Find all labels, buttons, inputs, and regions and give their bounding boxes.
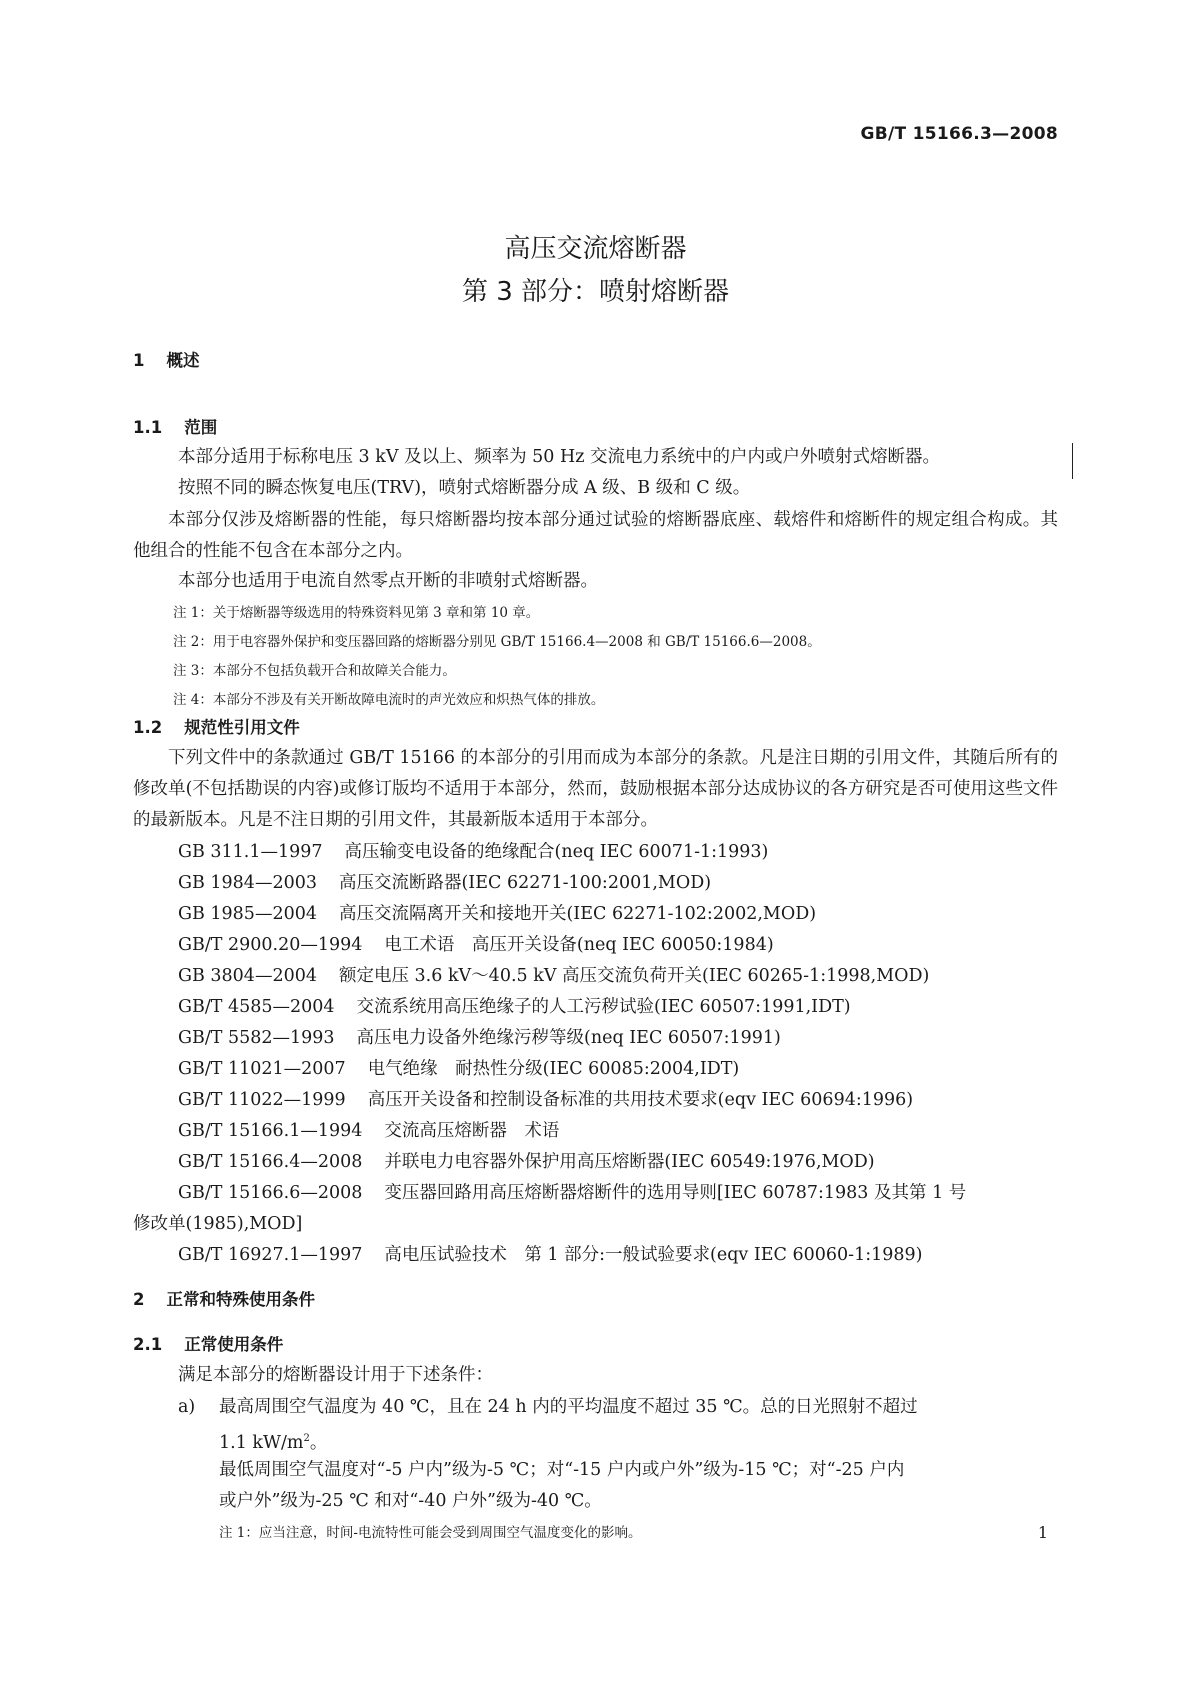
reference-item — [178, 838, 768, 863]
section-1-2-heading — [133, 713, 300, 742]
document-title-line1: 高压交流熔断器 — [504, 234, 687, 264]
section-title: 概述 — [166, 351, 200, 370]
conditions-intro: 满足本部分的熔断器设计用于下述条件： — [178, 1365, 493, 1385]
reference-title: 并联电力电容器外保护用高压熔断器(IEC 60549:1976,MOD) — [384, 1152, 875, 1172]
reference-title: 高电压试验技术 第 1 部分:一般试验要求(eqv IEC 60060-1:1989) — [384, 1245, 923, 1265]
reference-item — [178, 1117, 559, 1142]
reference-code: GB/T 11022—1999 — [178, 1090, 346, 1110]
reference-title: 高压开关设备和控制设备标准的共用技术要求(eqv IEC 60694:1996) — [367, 1090, 914, 1110]
section-1-1-heading — [133, 413, 217, 442]
section-2-heading — [133, 1285, 315, 1314]
reference-code: GB 1985—2004 — [178, 904, 317, 924]
condition-a-value: 1.1 kW/m — [219, 1432, 304, 1453]
section-2-1-heading — [133, 1330, 283, 1359]
section-title: 正常和特殊使用条件 — [166, 1290, 315, 1309]
page-number: 1 — [1037, 1523, 1048, 1542]
reference-title: 电工术语 高压开关设备(neq IEC 60050:1984) — [384, 935, 774, 955]
scope-note-1: 注 1：关于熔断器等级选用的特殊资料见第 3 章和第 10 章。 — [173, 605, 540, 621]
reference-item — [178, 1179, 966, 1204]
reference-code: GB/T 4585—2004 — [178, 997, 335, 1017]
scope-paragraph-4: 本部分也适用于电流自然零点开断的非喷射式熔断器。 — [178, 571, 598, 591]
reference-item-continuation — [133, 1210, 302, 1235]
reference-code: GB/T 15166.6—2008 — [178, 1183, 363, 1203]
section-1-heading — [133, 346, 199, 375]
scope-note-3: 注 3：本部分不包括负载开合和故障关合能力。 — [173, 663, 456, 679]
section-number: 2.1 — [133, 1335, 163, 1354]
reference-item — [178, 1086, 913, 1111]
reference-item — [178, 1241, 922, 1266]
condition-a-line-3: 最低周围空气温度对“-5 户内”级为-5 ℃；对“-15 户内或户外”级为-15 ℃；对“-25 户内 — [219, 1460, 905, 1480]
document-title-line2: 第 3 部分：喷射熔断器 — [461, 277, 730, 307]
section-title: 规范性引用文件 — [184, 718, 300, 737]
section-title: 正常使用条件 — [184, 1335, 284, 1354]
condition-a-end: 。 — [309, 1432, 328, 1453]
revision-bar — [1072, 443, 1073, 479]
condition-a-line-1: 最高周围空气温度为 40 ℃，且在 24 h 内的平均温度不超过 35 ℃。总的日光照射不超过 — [219, 1397, 918, 1417]
section-title: 范围 — [184, 418, 218, 437]
reference-title: 交流系统用高压绝缘子的人工污秽试验(IEC 60507:1991,IDT) — [356, 997, 851, 1017]
reference-title: 交流高压熔断器 术语 — [384, 1121, 560, 1141]
reference-code: GB/T 11021—2007 — [178, 1059, 346, 1079]
reference-item — [178, 869, 711, 894]
reference-code: GB/T 15166.4—2008 — [178, 1152, 363, 1172]
section-number: 2 — [133, 1290, 145, 1309]
section-number: 1.1 — [133, 418, 163, 437]
scope-paragraph-3: 本部分仅涉及熔断器的性能，每只熔断器均按本部分通过试验的熔断器底座、载熔件和熔断件的规定组合构成。其他组合的性能不包含在本部分之内。 — [133, 510, 1058, 561]
scope-paragraph-2: 按照不同的瞬态恢复电压(TRV)，喷射式熔断器分成 A 级、B 级和 C 级。 — [178, 478, 751, 498]
reference-title: 电气绝缘 耐热性分级(IEC 60085:2004,IDT) — [367, 1059, 740, 1079]
reference-code: GB 3804—2004 — [178, 966, 317, 986]
reference-code: GB 1984—2003 — [178, 873, 317, 893]
section-number: 1.2 — [133, 718, 163, 737]
reference-item — [178, 900, 816, 925]
reference-item — [178, 962, 929, 987]
superscript: 2 — [303, 1433, 310, 1444]
section-number: 1 — [133, 351, 145, 370]
reference-item — [178, 1024, 781, 1049]
normative-intro: 下列文件中的条款通过 GB/T 15166 的本部分的引用而成为本部分的条款。凡是注日期的引用文件，其随后所有的修改单(不包括勘误的内容)或修订版均不适用于本部分，然而，鼓励根据本部分达成协议的各方研究是否可使用这些文件的最新版本。凡是不注日期的引用文件，其最新版本适用于本部分。 — [133, 748, 1058, 830]
scope-note-4: 注 4：本部分不涉及有关开断故障电流时的声光效应和炽热气体的排放。 — [173, 692, 605, 708]
reference-title: 高压交流隔离开关和接地开关(IEC 62271-102:2002,MOD) — [338, 904, 817, 924]
reference-item — [178, 993, 851, 1018]
reference-title: 变压器回路用高压熔断器熔断件的选用导则[IEC 60787:1983 及其第 1 号 — [384, 1183, 967, 1203]
reference-title: 高压电力设备外绝缘污秽等级(neq IEC 60507:1991) — [356, 1028, 781, 1048]
reference-title: 修改单(1985),MOD] — [133, 1214, 303, 1234]
scope-note-2: 注 2：用于电容器外保护和变压器回路的熔断器分别见 GB/T 15166.4—2008 和 GB/T 15166.6—2008。 — [173, 634, 821, 650]
reference-item — [178, 931, 774, 956]
reference-title: 额定电压 3.6 kV～40.5 kV 高压交流负荷开关(IEC 60265-1:1998,MOD) — [338, 966, 930, 986]
scope-paragraph-1: 本部分适用于标称电压 3 kV 及以上、频率为 50 Hz 交流电力系统中的户内或户外喷射式熔断器。 — [178, 447, 940, 467]
reference-title: 高压输变电设备的绝缘配合(neq IEC 60071-1:1993) — [344, 842, 769, 862]
reference-code: GB/T 5582—1993 — [178, 1028, 335, 1048]
standard-code: GB/T 15166.3—2008 — [860, 124, 1058, 144]
condition-a-note: 注 1：应当注意，时间-电流特性可能会受到周围空气温度变化的影响。 — [219, 1525, 642, 1541]
condition-a-line-4: 或户外”级为-25 ℃ 和对“-40 户外”级为-40 ℃。 — [219, 1491, 602, 1511]
reference-item — [178, 1055, 739, 1080]
condition-a-line-2 — [219, 1424, 327, 1458]
reference-code: GB/T 2900.20—1994 — [178, 935, 363, 955]
reference-code: GB/T 15166.1—1994 — [178, 1121, 363, 1141]
reference-title: 高压交流断路器(IEC 62271-100:2001,MOD) — [338, 873, 712, 893]
reference-code: GB 311.1—1997 — [178, 842, 323, 862]
reference-code: GB/T 16927.1—1997 — [178, 1245, 363, 1265]
reference-item — [178, 1148, 875, 1173]
condition-a-label: a) — [178, 1397, 196, 1417]
